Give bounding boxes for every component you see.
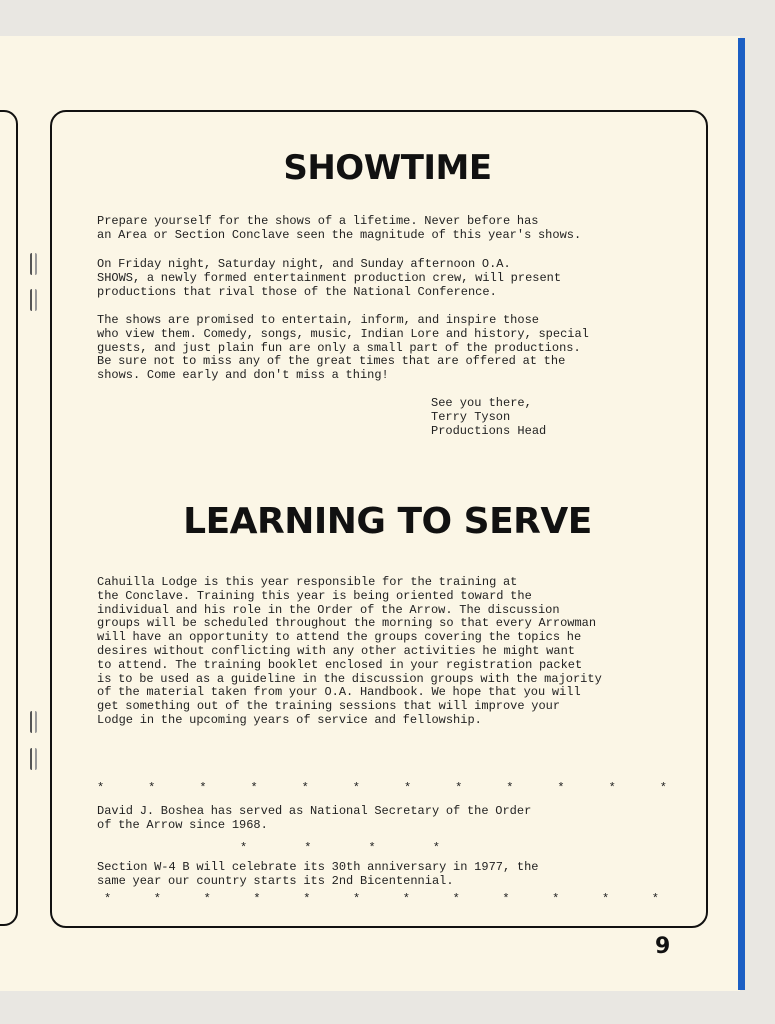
- star: *: [97, 781, 105, 795]
- star: *: [104, 892, 112, 906]
- star: *: [601, 892, 610, 906]
- star: *: [402, 892, 410, 906]
- star: *: [352, 892, 361, 906]
- learning-paragraph: Cahuilla Lodge is this year responsible for the training at the Conclave. Training this year is being oriented toward the individual and his role in the Order of the Arrow. The discussion groups will be scheduled throughout the morning so that every Arrowman will have an opportunity to attend the groups covering the topics he desires without conflicting with any other activities he might want to attend. The training booklet enclosed in your registration packet is to be used as a guideline in the discussion groups with the majority of the material taken from your O.A. Handbook. We hope that you will get something out of the training sessions that will improve your Lodge in the upcoming years of service and fellowship.: [97, 575, 602, 727]
- star: *: [455, 781, 463, 795]
- signature-block: [431, 396, 546, 438]
- signature-closing: See you there,: [431, 396, 532, 410]
- star: *: [403, 781, 412, 795]
- star: *: [651, 892, 659, 906]
- signature-name: Terry Tyson: [431, 410, 511, 424]
- staple-mark: [30, 253, 37, 275]
- star: *: [304, 841, 312, 855]
- showtime-paragraph-1: Prepare yourself for the shows of a lifetime. Never before has an Area or Section Conclave seen the magnitude of this year's shows.: [97, 214, 582, 242]
- star-divider: [97, 781, 667, 795]
- star: *: [303, 892, 311, 906]
- showtime-paragraph-3: The shows are promised to entertain, inform, and inspire those who view them. Comedy, songs, music, Indian Lore and history, special guests, and just plain fun are only a small part of the productions. Be sure not to miss any of the great times that are offered at the shows. Come early and don't miss a thing!: [97, 313, 589, 383]
- star: *: [253, 892, 261, 906]
- page-number: 9: [655, 934, 671, 959]
- star: *: [452, 892, 460, 906]
- star: *: [203, 892, 211, 906]
- star: *: [240, 841, 248, 855]
- showtime-heading: SHOWTIME: [283, 148, 492, 188]
- star: *: [608, 781, 616, 795]
- staple-mark: [30, 748, 37, 770]
- signature-title: Productions Head: [431, 424, 547, 438]
- star: *: [352, 781, 360, 795]
- star: *: [153, 892, 161, 906]
- showtime-paragraph-2: On Friday night, Saturday night, and Sunday afternoon O.A. SHOWS, a newly formed entertainment production crew, will present productions that rival those of the National Conference.: [97, 257, 562, 299]
- star: *: [552, 892, 560, 906]
- star: *: [148, 781, 156, 795]
- staple-mark: [30, 711, 37, 733]
- star-divider: [240, 841, 440, 855]
- staple-mark: [30, 289, 37, 311]
- star: *: [659, 781, 667, 795]
- star: *: [432, 841, 440, 855]
- note-section-anniversary: Section W-4 B will celebrate its 30th anniversary in 1977, the same year our country starts its 2nd Bicentennial.: [97, 860, 539, 888]
- star: *: [301, 781, 309, 795]
- star: *: [502, 892, 510, 906]
- star: *: [368, 841, 376, 855]
- star: *: [506, 781, 514, 795]
- star-divider: [104, 892, 659, 906]
- star: *: [557, 781, 565, 795]
- star: *: [199, 781, 207, 795]
- star: *: [250, 781, 258, 795]
- learning-heading: LEARNING TO SERVE: [183, 501, 592, 542]
- note-boshea: David J. Boshea has served as National Secretary of the Order of the Arrow since 1968.: [97, 804, 532, 832]
